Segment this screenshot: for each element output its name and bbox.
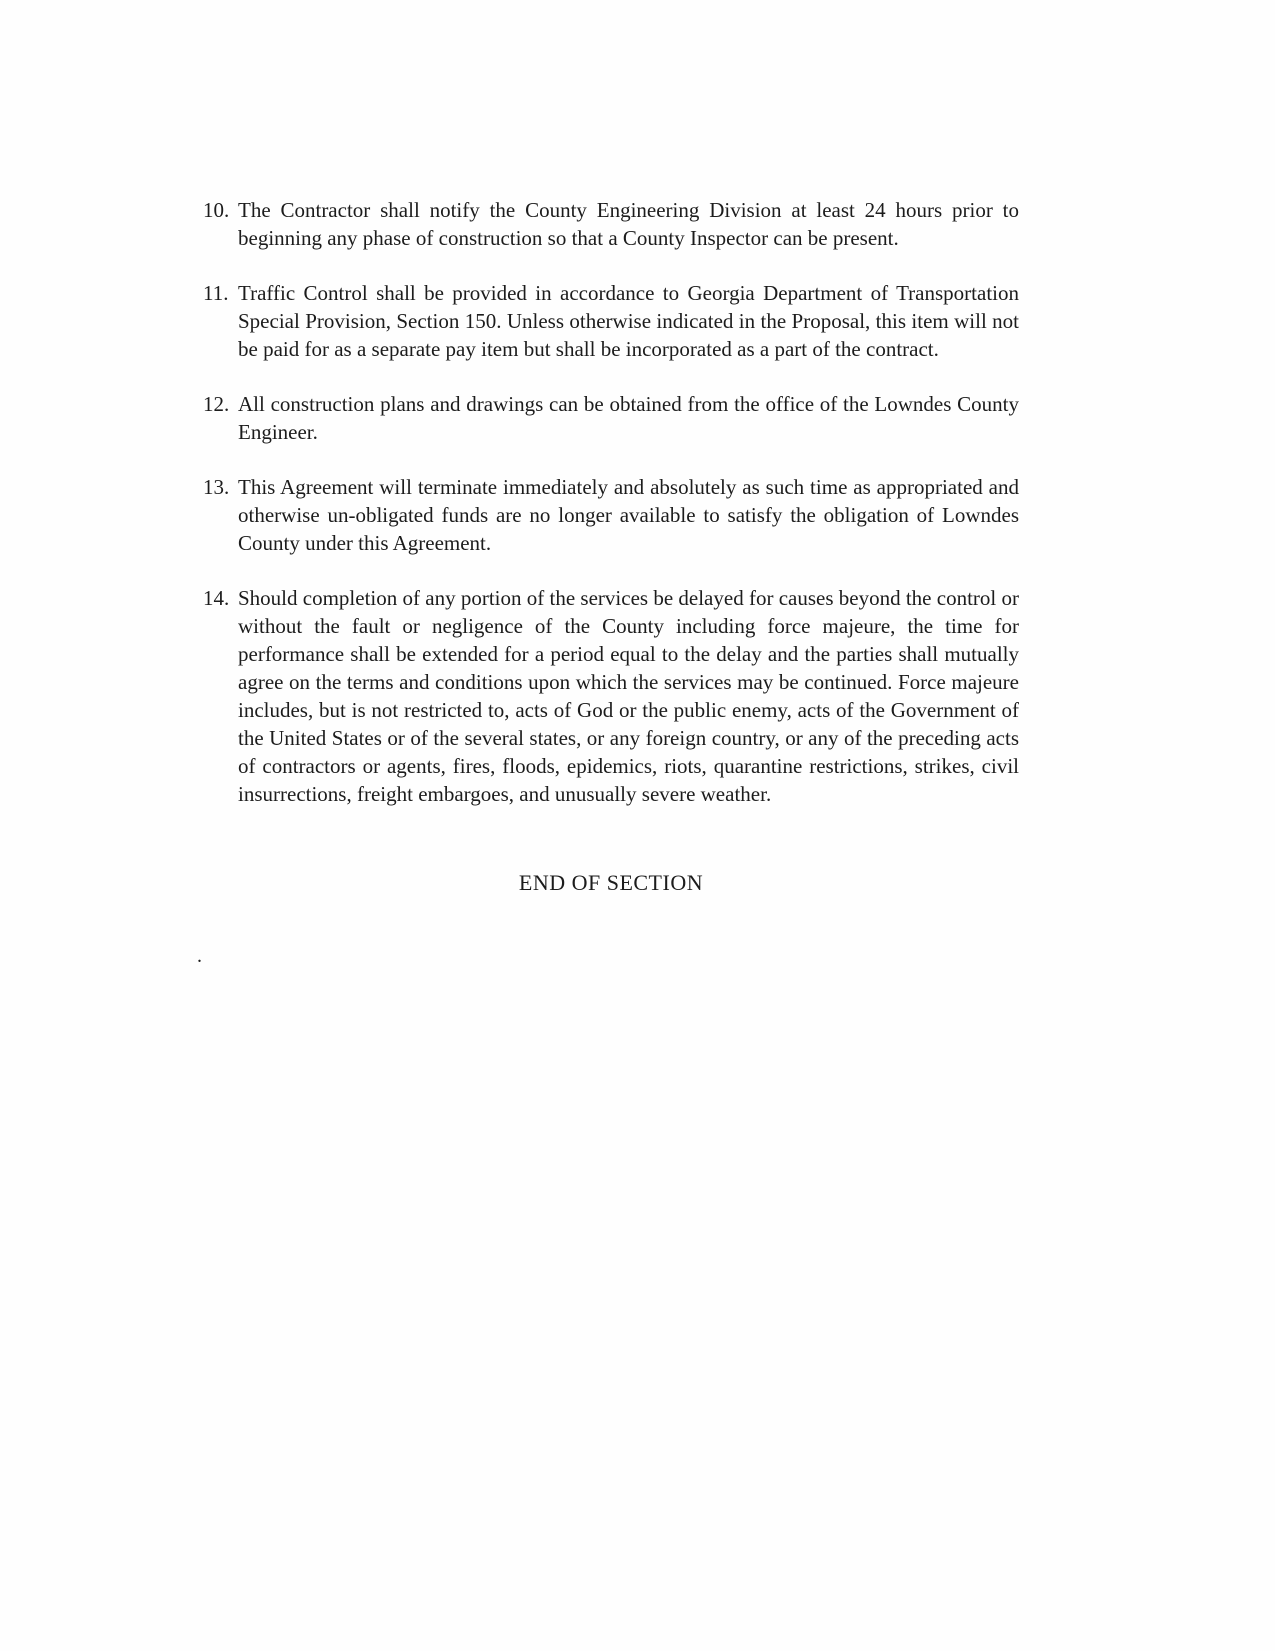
item-text-12: All construction plans and drawings can be obtained from the office of the Lowndes County Engineer. [238,392,1019,444]
stray-period-mark: . [197,945,202,967]
item-number-10: 10. [203,198,230,222]
list-item-14 [203,584,1019,808]
document-content [203,196,1019,896]
item-number-11: 11. [203,281,229,305]
list-item-11 [203,279,1019,363]
item-number-14: 14. [203,586,230,610]
item-number-13: 13. [203,475,230,499]
item-number-12: 12. [203,392,230,416]
list-item-12 [203,390,1019,446]
item-text-14: Should completion of any portion of the services be delayed for causes beyond the control or without the fault or negligence of the County including force majeure, the time for performance shall be extended for a period equal to the delay and the parties shall mutually agree on the terms and conditions upon which the services may be continued. Force majeure includes, but is not restricted to, acts of God or the public enemy, acts of the Government of the United States or of the several states, or any foreign country, or any of the preceding acts of contractors or agents, fires, floods, epidemics, riots, quarantine restrictions, strikes, civil insurrections, freight embargoes, and unusually severe weather. [238,586,1019,806]
list-item-10 [203,196,1019,252]
item-text-10: The Contractor shall notify the County Engineering Division at least 24 hours prior to beginning any phase of construction so that a County Inspector can be present. [238,198,1019,250]
end-of-section-label: END OF SECTION [518,870,704,895]
item-text-13: This Agreement will terminate immediately and absolutely as such time as appropriated and otherwise un-obligated funds are no longer available to satisfy the obligation of Lowndes County under this Agreement. [238,475,1019,555]
item-text-11: Traffic Control shall be provided in accordance to Georgia Department of Transportation Special Provision, Section 150. Unless otherwise indicated in the Proposal, this item will not be paid for as a separate pay item but shall be incorporated as a part of the contract. [238,281,1019,361]
list-item-13 [203,473,1019,557]
